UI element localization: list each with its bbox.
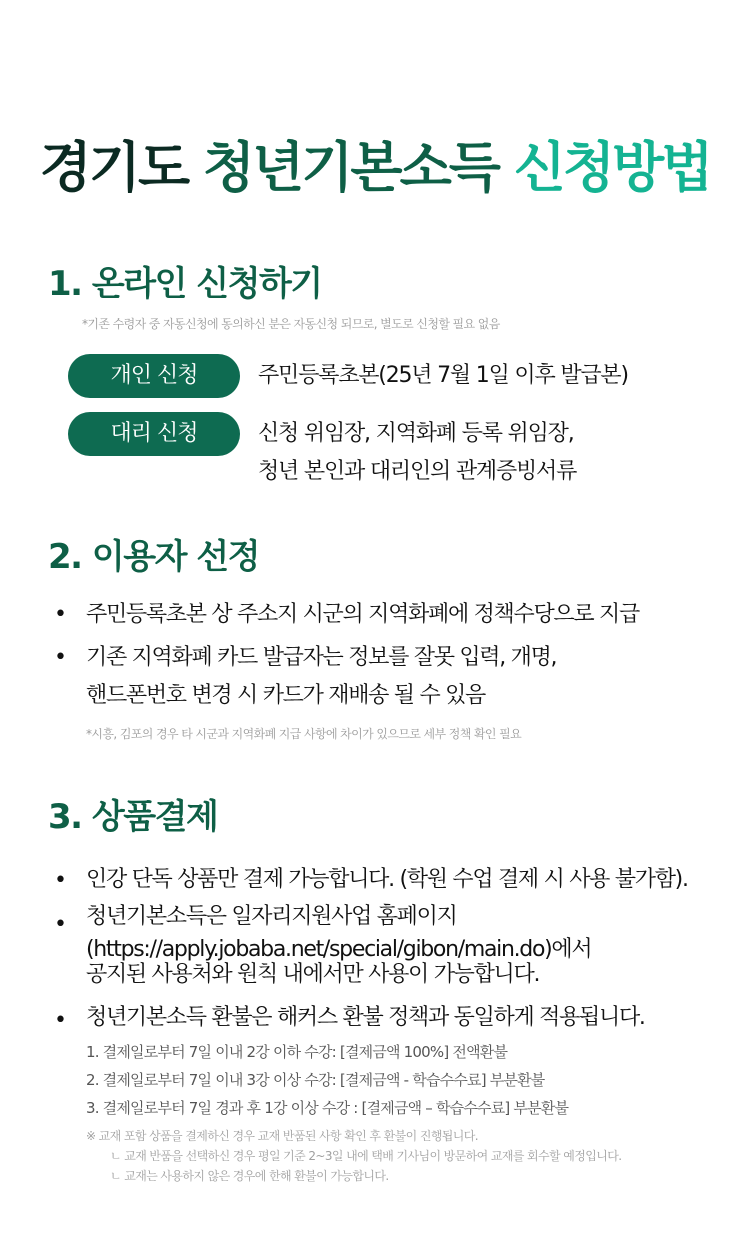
section1-note: *기존 수령자 중 자동신청에 동의하신 분은 자동신청 되므로, 별도로 신청할 필요 없음 [82, 317, 500, 331]
title-part-gyeonggi: 경기도 [39, 136, 203, 199]
pill-proxy-application: 대리 신청 [68, 412, 240, 456]
bullet-dot: • [54, 602, 67, 627]
section3-bullet2-line1: 청년기본소득은 일자리지원사업 홈페이지 [86, 904, 457, 929]
refund-note-1: ※ 교재 포함 상품을 결제하신 경우 교재 반품된 사항 확인 후 환불이 진행됩니다. [86, 1129, 478, 1143]
proxy-application-docs-line1: 신청 위임장, 지역화폐 등록 위임장, [258, 421, 574, 446]
pill-personal-application: 개인 신청 [68, 354, 240, 398]
refund-rule-3: 3. 결제일로부터 7일 경과 후 1강 이상 수강 : [결제금액 – 학습수수료] 부분환불 [86, 1099, 569, 1117]
section2-bullet2-line1: 기존 지역화폐 카드 발급자는 정보를 잘못 입력, 개명, [86, 645, 557, 670]
section3-bullet2-line3: 공지된 사용처와 원칙 내에서만 사용이 가능합니다. [86, 962, 540, 987]
bullet-dot: • [54, 868, 67, 893]
section3-bullet1: 인강 단독 상품만 결제 가능합니다. (학원 수업 결제 시 사용 불가함). [86, 867, 688, 892]
title-part-basic-income: 청년기본소득 [202, 136, 514, 199]
title-part-how-to-apply: 신청방법 [513, 136, 711, 199]
page-title [0, 136, 750, 200]
personal-application-docs: 주민등록초본(25년 7월 1일 이후 발급본) [258, 363, 628, 388]
section1-heading: 1. 온라인 신청하기 [48, 264, 322, 304]
section3-heading: 3. 상품결제 [48, 797, 218, 837]
section2-bullet1: 주민등록초본 상 주소지 시군의 지역화폐에 정책수당으로 지급 [86, 602, 639, 627]
bullet-dot: • [54, 645, 67, 670]
refund-rule-1: 1. 결제일로부터 7일 이내 2강 이하 수강: [결제금액 100%] 전액환불 [86, 1043, 508, 1061]
proxy-application-docs-line2: 청년 본인과 대리인의 관계증빙서류 [258, 459, 577, 484]
section3-bullet2-line2: (https://apply.jobaba.net/special/gibon/main.do)에서 [86, 937, 592, 962]
section2-heading: 2. 이용자 선정 [48, 537, 259, 577]
bullet-dot: • [54, 912, 67, 937]
section2-bullet2-line2: 핸드폰번호 변경 시 카드가 재배송 될 수 있음 [86, 683, 485, 708]
refund-note-3: ㄴ 교재는 사용하지 않은 경우에 한해 환불이 가능합니다. [110, 1169, 389, 1183]
refund-note-2: ㄴ 교재 반품을 선택하신 경우 평일 기준 2~3일 내에 택배 기사님이 방문하여 교재를 회수할 예정입니다. [110, 1149, 622, 1163]
refund-rule-2: 2. 결제일로부터 7일 이내 3강 이상 수강: [결제금액 - 학습수수료] 부분환불 [86, 1071, 545, 1089]
section3-bullet3: 청년기본소득 환불은 해커스 환불 정책과 동일하게 적용됩니다. [86, 1005, 645, 1030]
section2-note: *시흥, 김포의 경우 타 시군과 지역화폐 지급 사항에 차이가 있으므로 세부 정책 확인 필요 [86, 727, 522, 741]
bullet-dot: • [54, 1008, 67, 1033]
